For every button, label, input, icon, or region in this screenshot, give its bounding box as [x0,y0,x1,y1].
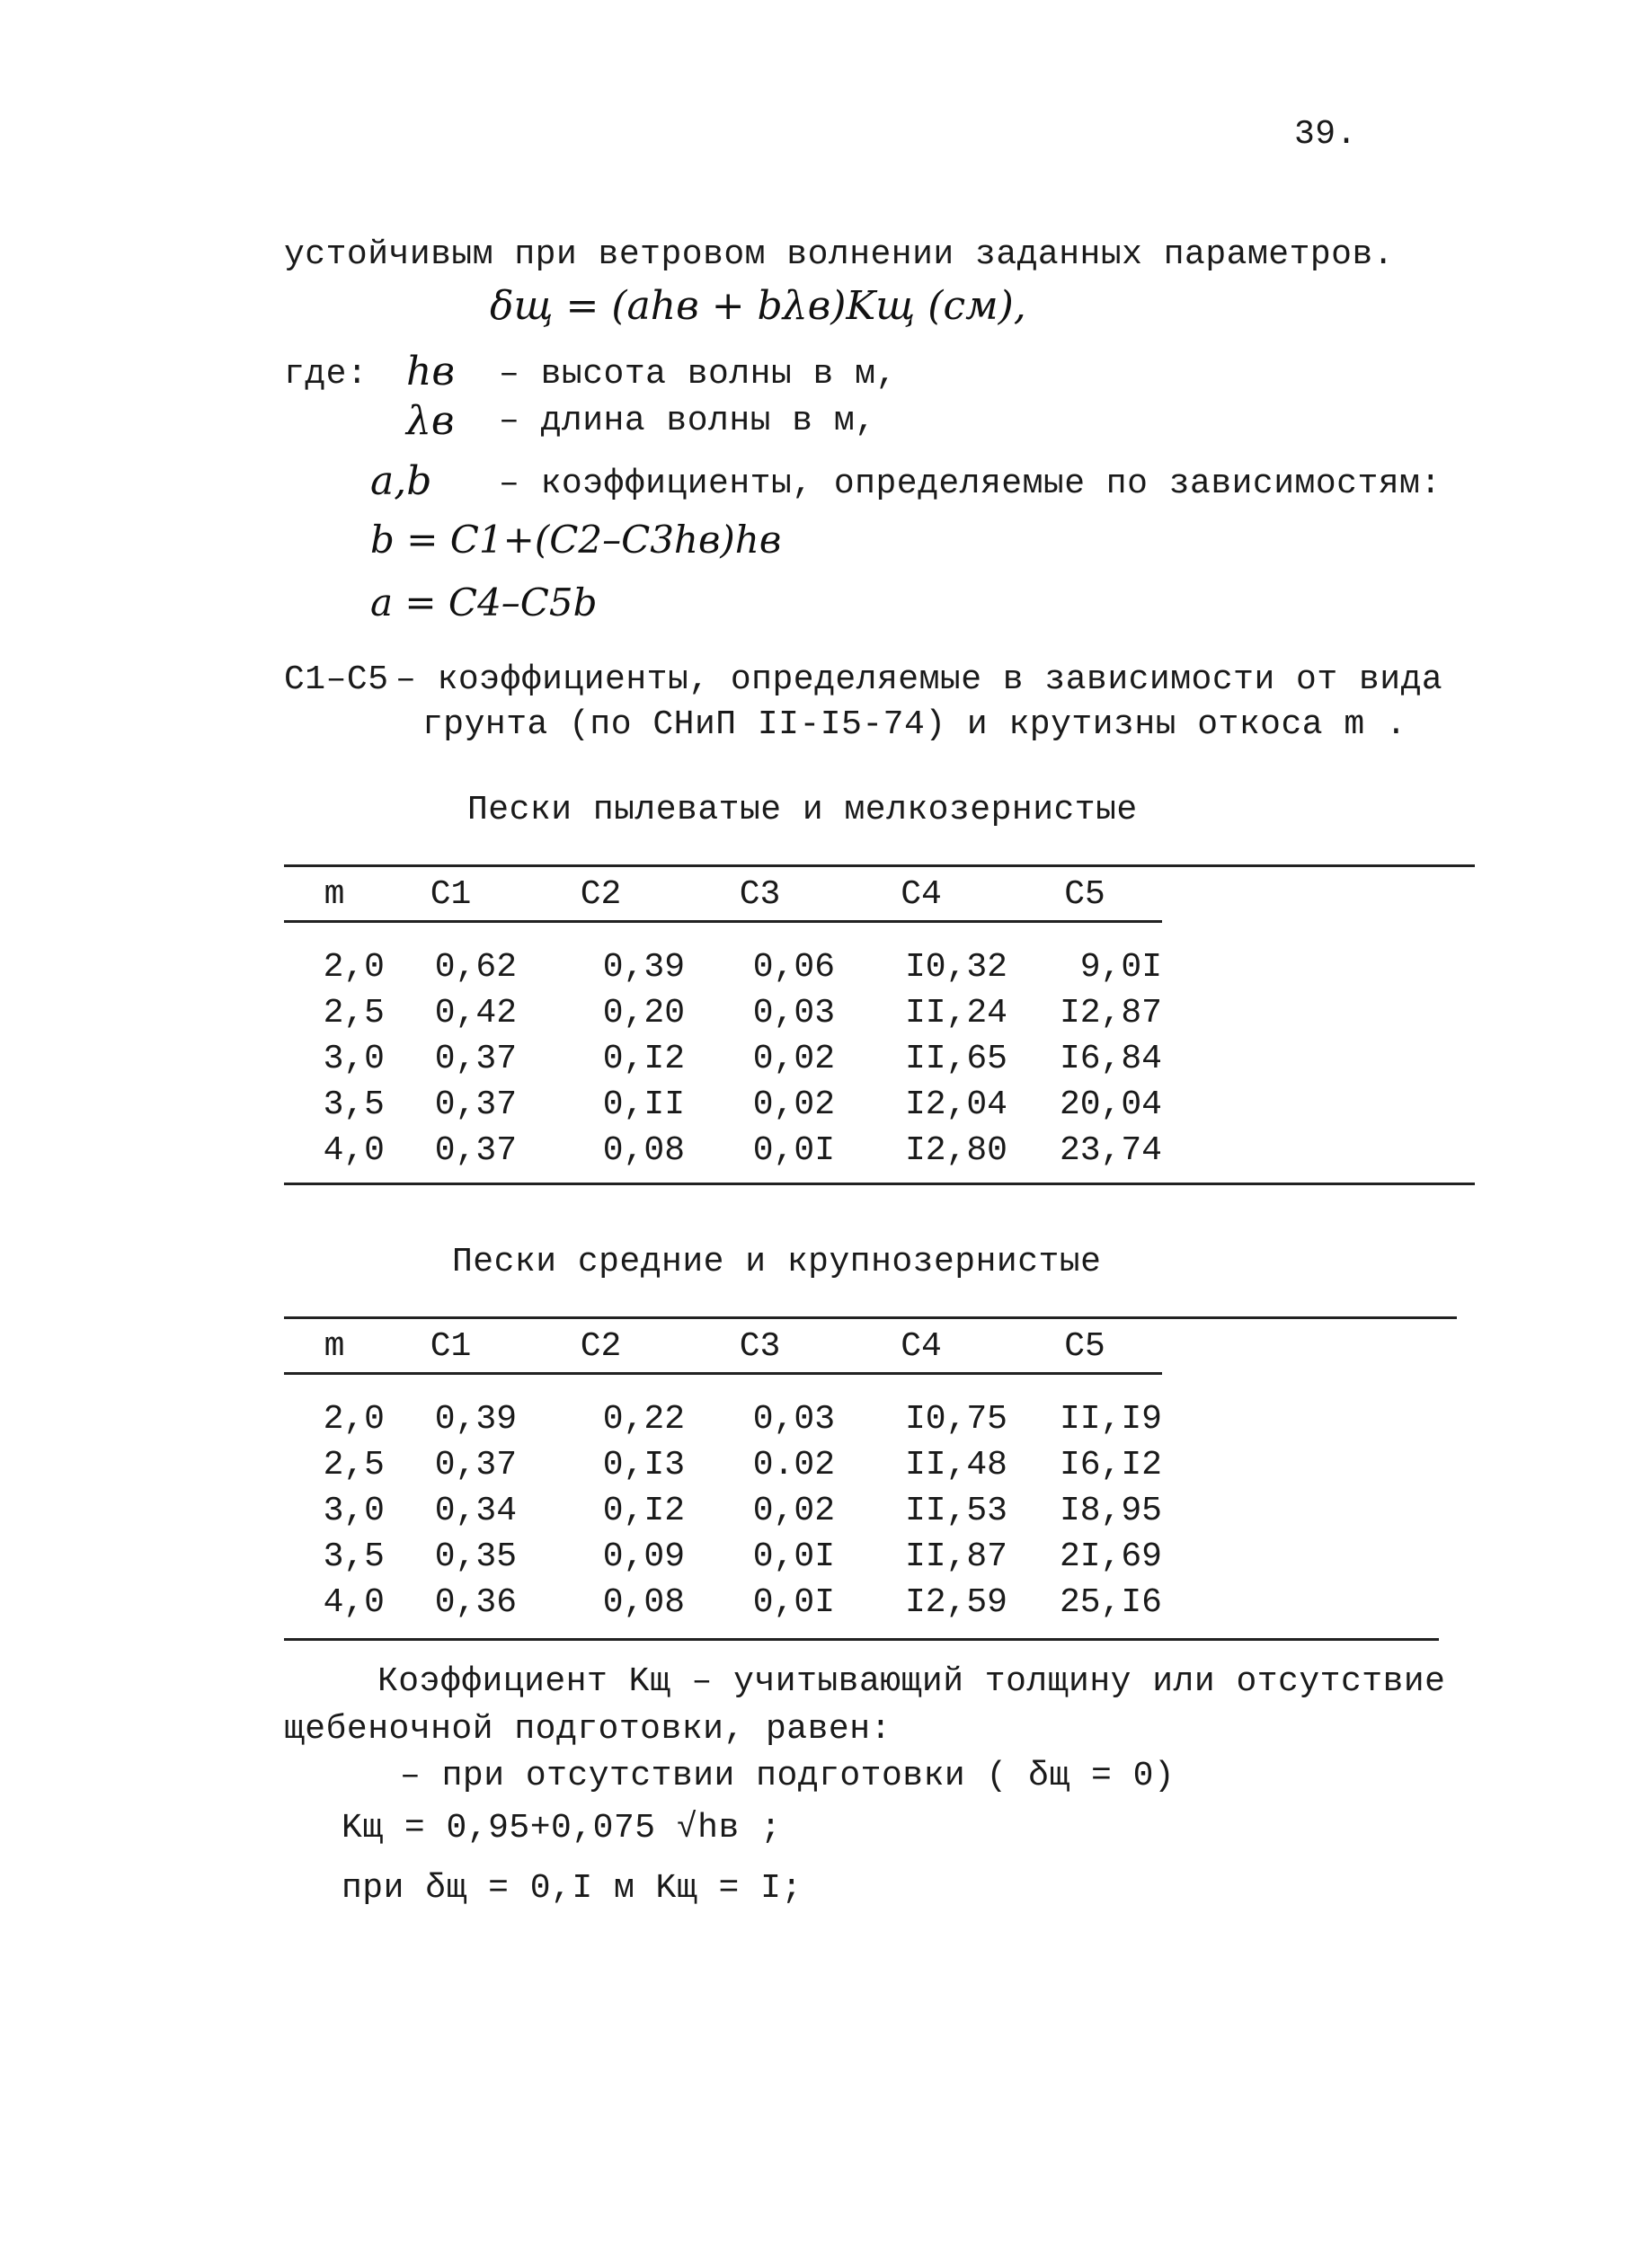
def-symbol-h: hв [406,349,455,394]
table-cell: 0,22 [602,1400,685,1439]
c-note-line1: – коэффициенты, определяемые в зависимости от вида [395,660,1443,699]
table-cell: 0,02 [752,1085,835,1124]
table-cell: 0,I3 [602,1446,685,1484]
table2-title: Пески средние и крупнозернистые [452,1243,1102,1281]
table-cell: 0,I2 [602,1492,685,1530]
formula-main: δщ = (ahв + bλв)Kщ (см), [490,283,1026,329]
table2-header-row [284,1320,1162,1374]
table-cell: II,48 [904,1446,1007,1484]
def-text-h: – высота волны в м, [499,355,897,394]
table-cell: 0,02 [752,1492,835,1530]
table-cell: 0,0I [752,1131,835,1170]
table-row [284,1082,1162,1128]
table-row [284,1580,1162,1626]
k-paragraph-line1: Коэффициент Kщ – учитывающий толщину или отсутствие [377,1662,1446,1701]
table-row [284,1128,1162,1174]
table-cell: I2,87 [1059,994,1162,1032]
def-symbol-lambda: λв [406,398,455,444]
table-cell: 0,0I [752,1583,835,1622]
table-cell: II,I9 [1059,1400,1162,1439]
table2-header-c2: C2 [580,1326,622,1366]
table-row [284,1488,1162,1534]
table-cell: 0,0I [752,1537,835,1576]
table-row [284,1396,1162,1442]
table-cell: 4,0 [323,1131,385,1170]
formula-b: b = C1+(C2–C3hв)hв [370,518,782,562]
table-cell: I6,I2 [1059,1446,1162,1484]
table-cell: 0,36 [434,1583,517,1622]
table-cell: I6,84 [1059,1040,1162,1078]
table-cell: 3,0 [323,1040,385,1078]
table-cell: 0,42 [434,994,517,1032]
table2-header-c5: C5 [1064,1326,1105,1366]
table-cell: 0,37 [434,1085,517,1124]
table-cell: II,24 [904,994,1007,1032]
table-cell: 2,0 [323,948,385,987]
table1-header-c1: C1 [430,874,472,914]
table-cell: 2,5 [323,994,385,1032]
c-note-symbol: C1–C5 [284,660,389,699]
table1-header-c2: C2 [580,874,622,914]
table-cell: 0,08 [602,1583,685,1622]
intro-line: устойчивым при ветровом волнении заданных параметров. [284,235,1395,274]
table-cell: 2I,69 [1059,1537,1162,1576]
table1-header-c3: C3 [739,874,781,914]
table-cell: 0,06 [752,948,835,987]
table-cell: 0,35 [434,1537,517,1576]
table2-header-c4: C4 [901,1326,942,1366]
table-cell: II,65 [904,1040,1007,1078]
table-cell: 2,0 [323,1400,385,1439]
table2-header-c1: C1 [430,1326,472,1366]
table-cell: 3,5 [323,1537,385,1576]
k-formula2: при δщ = 0,I м Kщ = I; [342,1869,803,1908]
table-cell: I2,59 [904,1583,1007,1622]
table1-header-row [284,868,1162,922]
table-cell: 3,0 [323,1492,385,1530]
table-cell: 0,I2 [602,1040,685,1078]
table-cell: I2,80 [904,1131,1007,1170]
table2-bottom-rule [284,1638,1439,1641]
table-row [284,1036,1162,1082]
table2-top-rule [284,1316,1457,1319]
table-cell: I8,95 [1059,1492,1162,1530]
table-cell: 0,II [602,1085,685,1124]
table-cell: 0,37 [434,1131,517,1170]
table-cell: I2,04 [904,1085,1007,1124]
table-cell: 0,09 [602,1537,685,1576]
table-cell: I0,75 [904,1400,1007,1439]
table-cell: 0,08 [602,1131,685,1170]
table-cell: 25,I6 [1059,1583,1162,1622]
table2-header-m: m [324,1326,345,1366]
table-row [284,1442,1162,1488]
where-label: где: [284,355,368,394]
table-cell: 3,5 [323,1085,385,1124]
table2-header-c3: C3 [739,1326,781,1366]
table1-bottom-rule [284,1183,1475,1185]
table-row [284,1534,1162,1580]
table-row [284,990,1162,1036]
table-cell: 0,39 [602,948,685,987]
table1-title: Пески пылеватые и мелкозернистые [467,791,1138,829]
table1 [284,868,1162,1174]
k-case1: – при отсутствии подготовки ( δщ = 0) [400,1757,1176,1795]
table-cell: 4,0 [323,1583,385,1622]
table-cell: 23,74 [1059,1131,1162,1170]
def-text-lambda: – длина волны в м, [499,402,876,440]
table-cell: 0,34 [434,1492,517,1530]
table-cell: 0,02 [752,1040,835,1078]
table-cell: 0,62 [434,948,517,987]
table-cell: 0,03 [752,1400,835,1439]
table2 [284,1320,1162,1626]
table-cell: 2,5 [323,1446,385,1484]
table-cell: 9,0I [1079,948,1162,987]
table-cell: I0,32 [904,948,1007,987]
table1-header-m: m [324,874,345,914]
table1-header-c5: C5 [1064,874,1105,914]
k-formula1: Kщ = 0,95+0,075 √hв ; [342,1809,782,1847]
formula-a: a = C4–C5b [370,580,598,625]
table1-top-rule [284,864,1475,867]
table-cell: II,87 [904,1537,1007,1576]
table-cell: 0,39 [434,1400,517,1439]
table-row [284,944,1162,990]
table1-header-c4: C4 [901,874,942,914]
def-text-ab: – коэффициенты, определяемые по зависимостям: [499,465,1442,503]
c-note-line2: грунта (по СНиП II-I5-74) и крутизны откоса m . [422,705,1407,744]
def-symbol-ab: a,b [370,458,432,504]
table-cell: 0,20 [602,994,685,1032]
table-cell: 0,37 [434,1446,517,1484]
table-cell: II,53 [904,1492,1007,1530]
table-cell: 0.02 [752,1446,835,1484]
k-paragraph-line2: щебеночной подготовки, равен: [284,1710,892,1749]
page-number: 39. [1294,115,1357,154]
table-cell: 0,03 [752,994,835,1032]
table-cell: 0,37 [434,1040,517,1078]
table-cell: 20,04 [1059,1085,1162,1124]
